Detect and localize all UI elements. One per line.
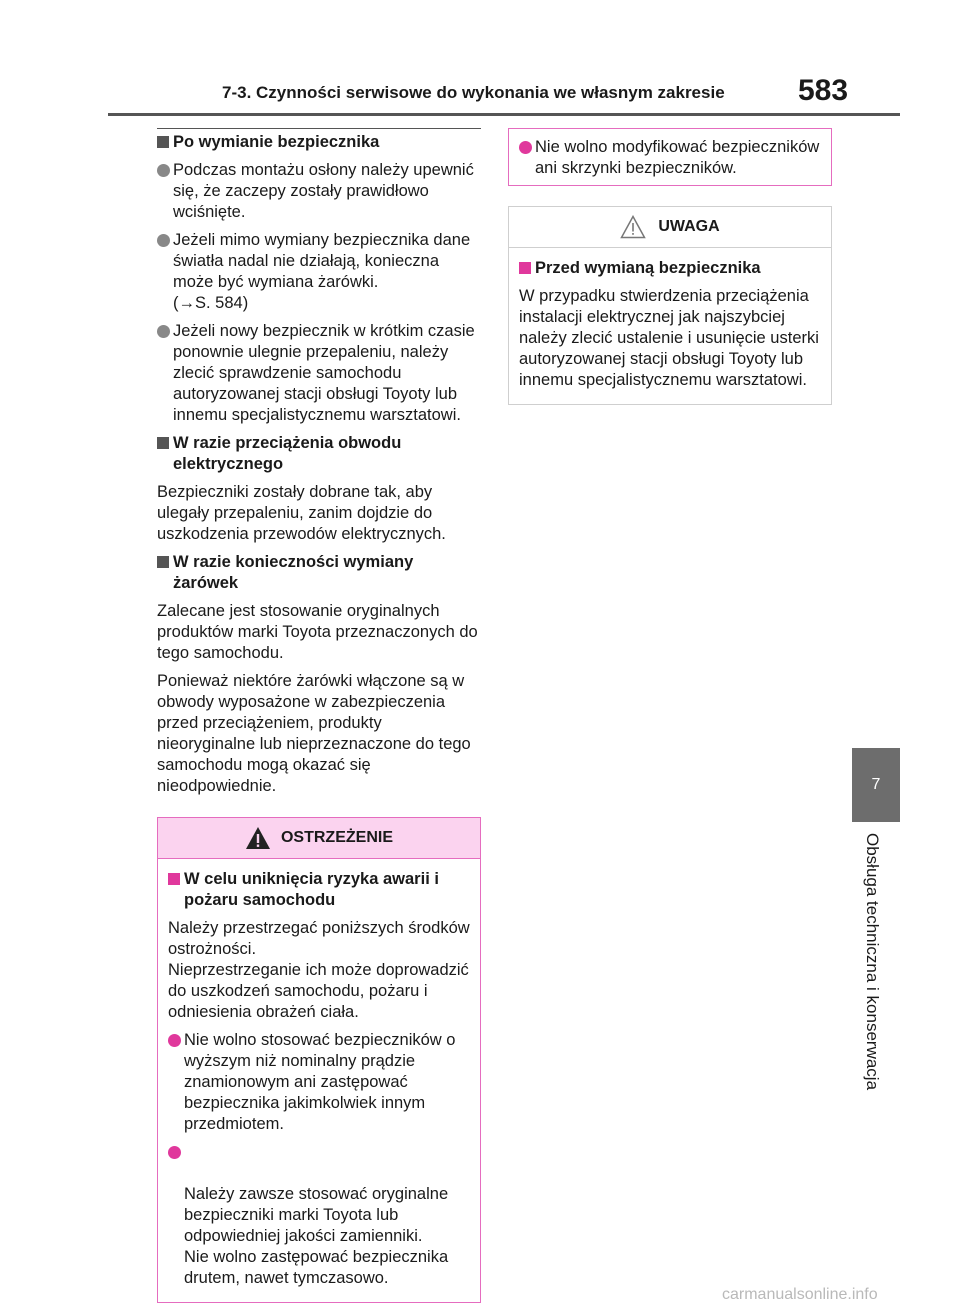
caution-title: UWAGA: [658, 218, 720, 235]
circle-bullet-icon: [157, 325, 170, 338]
warning-heading: W celu uniknięcia ryzyka awarii i pożaru samochodu: [168, 869, 472, 911]
circle-bullet-icon: [168, 1146, 181, 1159]
page-number: 583: [798, 74, 849, 107]
warning-triangle-icon: [245, 826, 271, 850]
paragraph: Należy przestrzegać poniższych środków ostrożności. Nieprzestrzeganie ich może doprowadzić do uszkodzeń samochodu, pożaru i odniesienia obrażeń ciała.: [168, 919, 470, 1021]
list-item: Jeżeli mimo wymiany bezpiecznika dane światła nadal nie działają, konieczna może być wymiana żarówki. (→S. 584): [157, 230, 481, 314]
list-item: Jeżeli nowy bezpiecznik w krótkim czasie ponownie ulegnie przepaleniu, należy zlecić sprawdzenie samochodu autoryzowanej stacji obsługi Toyoty lub innemu specjalistycznemu warsztatowi.: [157, 321, 481, 426]
page-reference-link[interactable]: (→S. 584): [173, 294, 249, 312]
list-item: Nie wolno stosować bezpieczników o wyższym niż nominalny prądzie znamionowym ani zastępować bezpiecznika jakimkolwiek innym przedmiotem.: [168, 1030, 472, 1135]
circle-bullet-icon: [157, 234, 170, 247]
section-heading: Po wymianie bezpiecznika: [157, 128, 481, 153]
square-bullet-icon: [157, 437, 169, 449]
chapter-title: Obsługa techniczna i konserwacja: [863, 833, 882, 1091]
warning-continued-box: [508, 128, 832, 186]
caution-heading: Przed wymianą bezpiecznika: [519, 258, 823, 279]
paragraph: W przypadku stwierdzenia przeciążenia instalacji elektrycznej jak najszybciej należy zlecić ustalenie i usunięcie usterki autoryzowanej stacji obsługi Toyoty lub innemu specjalistycznemu warsztatowi.: [519, 287, 819, 389]
square-bullet-icon: [168, 873, 180, 885]
square-bullet-icon: [157, 136, 169, 148]
circle-bullet-icon: [157, 164, 170, 177]
warning-title: OSTRZEŻENIE: [280, 829, 393, 846]
section-heading: W razie przeciążenia obwodu elektrycznego: [157, 433, 481, 475]
paragraph: Bezpieczniki zostały dobrane tak, aby ulegały przepaleniu, zanim dojdzie do uszkodzenia przewodów elektrycznych.: [157, 483, 446, 543]
warning-header: [158, 818, 480, 859]
section-heading: W razie konieczności wymiany żarówek: [157, 552, 481, 594]
circle-bullet-icon: [168, 1034, 181, 1047]
list-item: Podczas montażu osłony należy upewnić się, że zaczepy zostały prawidłowo wciśnięte.: [157, 160, 481, 223]
caution-triangle-icon: [620, 215, 646, 239]
caution-body: [509, 248, 831, 404]
caution-header: [509, 207, 831, 248]
chapter-number: 7: [871, 776, 881, 793]
warning-box: [157, 817, 481, 1303]
chapter-tab[interactable]: [852, 748, 900, 822]
paragraph: Ponieważ niektóre żarówki włączone są w obwody wyposażone w zabezpieczenia przed przeciążeniem, produkty nieoryginalne lub nieprzeznaczone do tego samochodu mogą okazać się nieodpowiednie.: [157, 672, 471, 795]
watermark-url: carmanualsonline.info: [722, 1286, 878, 1303]
list-item: Nie wolno modyfikować bezpieczników ani skrzynki bezpieczników.: [519, 137, 823, 179]
list-item: Należy zawsze stosować oryginalne bezpieczniki marki Toyota lub odpowiedniej jakości zamienniki. Nie wolno zastępować bezpiecznika drutem, nawet tymczasowo.: [168, 1142, 472, 1289]
warning-body: [158, 859, 480, 1302]
paragraph: Zalecane jest stosowanie oryginalnych produktów marki Toyota przeznaczonych do tego samochodu.: [157, 602, 478, 662]
header-rule: [108, 113, 900, 116]
right-column: [508, 128, 832, 405]
caution-box: [508, 206, 832, 405]
left-column: [157, 128, 481, 1303]
circle-bullet-icon: [519, 141, 532, 154]
square-bullet-icon: [157, 556, 169, 568]
square-bullet-icon: [519, 262, 531, 274]
running-header: 7-3. Czynności serwisowe do wykonania we własnym zakresie: [222, 83, 725, 102]
